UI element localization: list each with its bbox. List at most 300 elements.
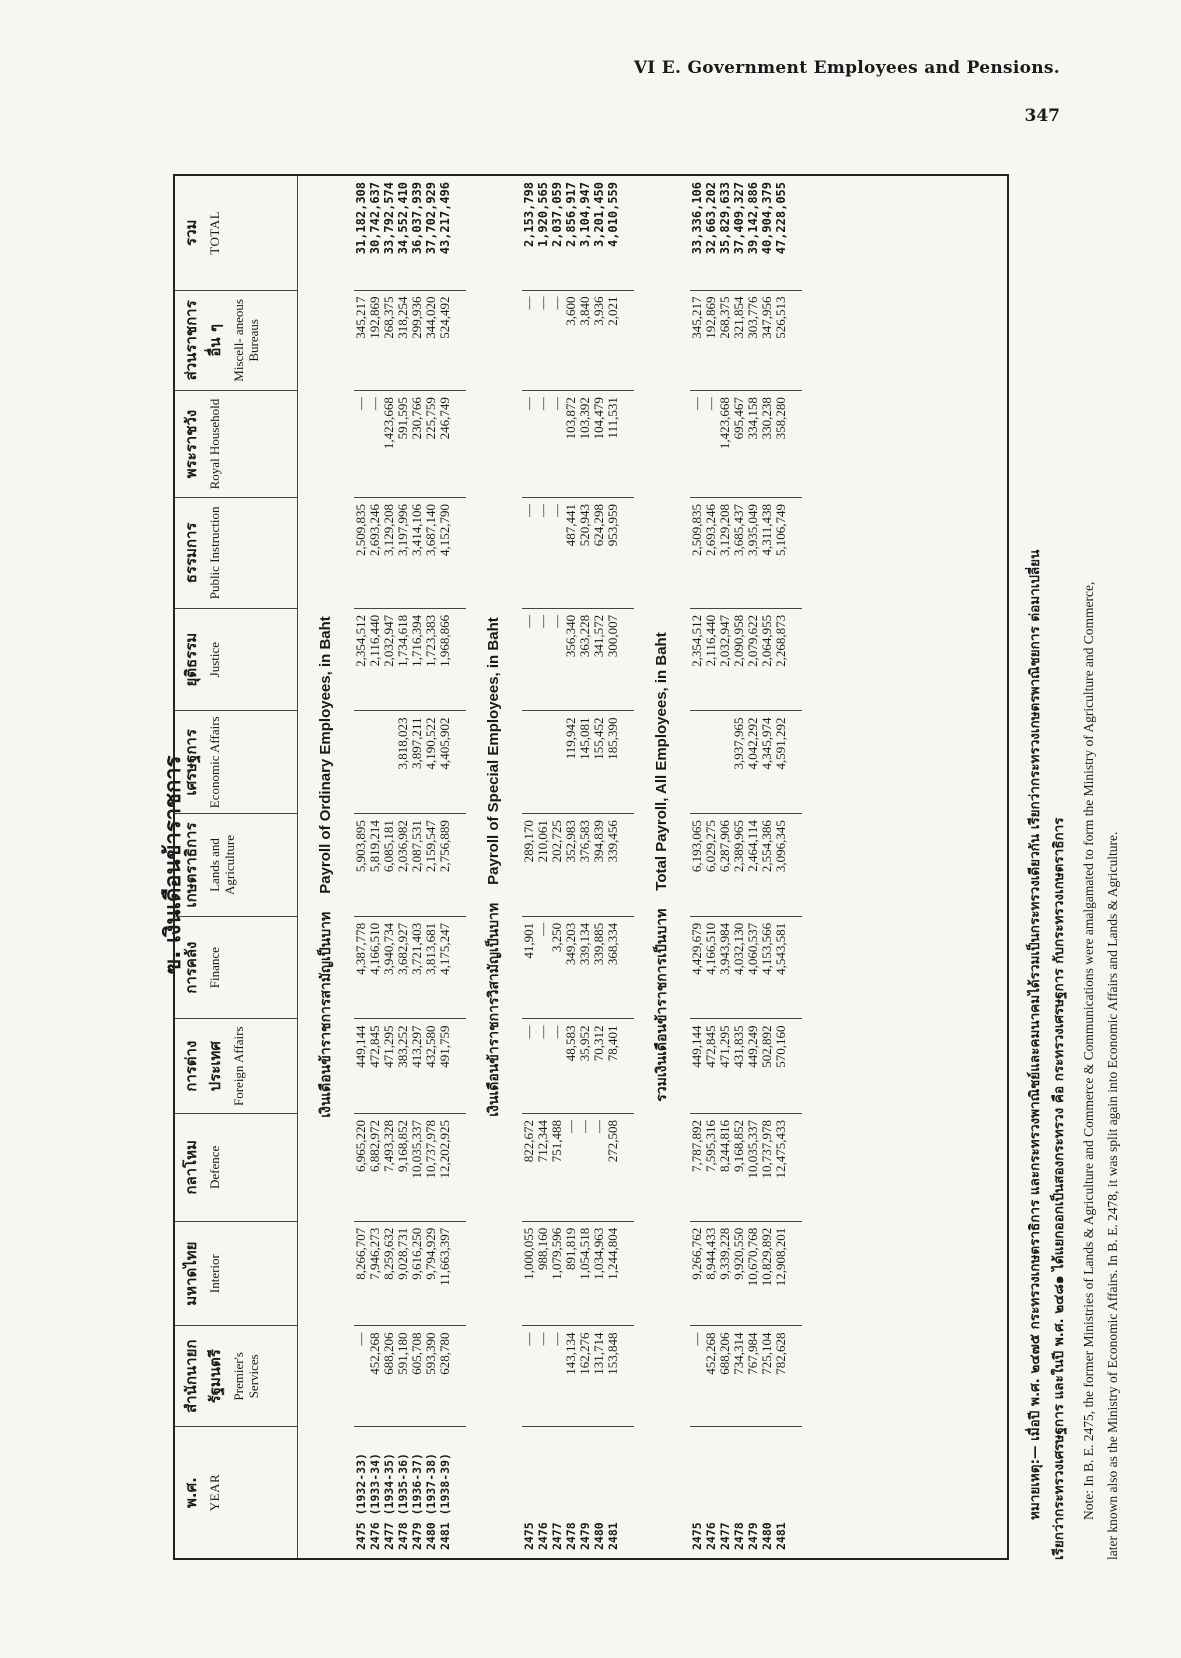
cell-total: 43,217,496 [438,176,452,290]
cell-economic-affairs [354,711,368,814]
cell-year: 2478 [731,1522,746,1550]
spacer-cell [620,711,634,814]
cell-premier: 725,104 [760,1326,774,1427]
cell-economic-affairs [368,711,382,814]
cell-defence: 272,508 [606,1113,620,1221]
cell-interior: 12,908,201 [774,1221,788,1326]
cell-misc-bureaus: 268,375 [382,290,396,391]
table-title: ฃ. เงินเดือนข้าราชการ [161,755,186,975]
section-heading-row [297,176,354,1558]
cell-lands-agriculture: 210,061 [536,814,550,917]
cell-finance: 349,203 [564,916,578,1019]
table-row [522,176,536,1558]
cell-economic-affairs: 119,942 [564,711,578,814]
cell-foreign-affairs: 471,295 [718,1019,732,1113]
cell-defence: 9,168,852 [732,1113,746,1221]
cell-total: 33,792,574 [382,176,396,290]
cell-interior: 11,663,397 [438,1221,452,1326]
cell-public-instruction: — [550,497,564,608]
spacer-cell [452,290,466,391]
cell-total: 36,037,939 [410,176,424,290]
table-row [396,176,410,1558]
cell-public-instruction: 2,509,835 [690,497,704,608]
cell-lands-agriculture: 352,983 [564,814,578,917]
cell-interior: 1,000,055 [522,1221,536,1326]
cell-year: 2477 [717,1522,732,1550]
spacer-cell [788,497,802,608]
table-row [564,176,578,1558]
col-misc-bureaus: ส่วนราชการ อื่น ๆ Miscell- aneous Bureaus [175,290,297,391]
cell-finance: 4,032,130 [732,916,746,1019]
cell-finance: 3,682,927 [396,916,410,1019]
cell-interior: 9,266,762 [690,1221,704,1326]
cell-total: 3,201,450 [592,176,606,290]
cell-lands-agriculture: 2,389,965 [732,814,746,917]
cell-public-instruction: — [522,497,536,608]
cell-royal-household: — [704,391,718,498]
cell-royal-household: 1,423,668 [718,391,732,498]
cell-total: 37,409,327 [732,176,746,290]
table-row [704,176,718,1558]
cell-justice: 1,723,383 [424,608,438,711]
spacer-cell [452,711,466,814]
cell-lands-agriculture: 2,087,531 [410,814,424,917]
cell-public-instruction: 4,311,438 [760,497,774,608]
cell-royal-household: 1,423,668 [382,391,396,498]
cell-public-instruction: 487,441 [564,497,578,608]
cell-year: 2477 (1934-35) [381,1453,396,1550]
spacer-cell [452,497,466,608]
cell-economic-affairs: 4,345,974 [760,711,774,814]
spacer-cell [788,608,802,711]
cell-total: 34,552,410 [396,176,410,290]
cell-justice: 1,716,394 [410,608,424,711]
cell-foreign-affairs: 570,160 [774,1019,788,1113]
cell-misc-bureaus: 526,513 [774,290,788,391]
cell-year: 2475 [521,1522,536,1550]
spacer-cell [620,916,634,1019]
cell-royal-household: 230,766 [410,391,424,498]
cell-justice: 2,032,947 [718,608,732,711]
spacer-cell [788,1427,802,1558]
spacer-cell [452,1221,466,1326]
cell-finance: 4,166,510 [704,916,718,1019]
section-heading [297,176,354,1558]
cell-public-instruction: 4,152,790 [438,497,452,608]
cell-justice: 2,090,958 [732,608,746,711]
section-title-thai: เงินเดือนข้าราชการสามัญเป็นบาท [317,911,334,1118]
cell-year: 2481 [773,1522,788,1550]
cell-foreign-affairs: 383,252 [396,1019,410,1113]
cell-premier: 153,848 [606,1326,620,1427]
cell-total: 2,153,798 [522,176,536,290]
spacer-cell [620,391,634,498]
cell-royal-household: 246,749 [438,391,452,498]
cell-interior: 8,266,707 [354,1221,368,1326]
cell-misc-bureaus: 192,869 [704,290,718,391]
cell-lands-agriculture: 202,725 [550,814,564,917]
cell-misc-bureaus: 3,600 [564,290,578,391]
payroll-table [175,176,802,1558]
cell-misc-bureaus: 345,217 [690,290,704,391]
cell-foreign-affairs: — [550,1019,564,1113]
cell-total: 1,920,565 [536,176,550,290]
cell-economic-affairs [718,711,732,814]
spacer-row [452,176,466,1558]
cell-year: 2477 [549,1522,564,1550]
spacer-cell [452,1113,466,1221]
cell-lands-agriculture: 5,819,214 [368,814,382,917]
cell-foreign-affairs: 449,144 [690,1019,704,1113]
cell-total: 33,336,106 [690,176,704,290]
cell-lands-agriculture: 376,583 [578,814,592,917]
spacer-cell [788,711,802,814]
table-row [746,176,760,1558]
col-premier: สำนักนายก รัฐมนตรี Premier's Services [175,1326,297,1427]
cell-justice: — [550,608,564,711]
cell-finance: 4,387,778 [354,916,368,1019]
cell-interior: 9,616,250 [410,1221,424,1326]
cell-justice: 2,116,440 [704,608,718,711]
cell-defence: 12,475,433 [774,1113,788,1221]
table-row [550,176,564,1558]
cell-defence: 822,672 [522,1113,536,1221]
cell-royal-household: 103,872 [564,391,578,498]
cell-public-instruction: 3,414,106 [410,497,424,608]
cell-premier: 688,206 [382,1326,396,1427]
cell-total: 37,702,929 [424,176,438,290]
cell-defence: — [564,1113,578,1221]
cell-premier: 767,984 [746,1326,760,1427]
cell-premier: — [690,1326,704,1427]
table-row [760,176,774,1558]
cell-royal-household: — [354,391,368,498]
cell-total: 35,829,633 [718,176,732,290]
cell-economic-affairs: 4,042,292 [746,711,760,814]
spacer-cell [620,814,634,917]
cell-lands-agriculture: 394,839 [592,814,606,917]
running-header: VI E. Government Employees and Pensions. [633,58,1060,78]
cell-finance: 3,943,984 [718,916,732,1019]
section-heading [634,176,690,1558]
cell-interior: 1,034,963 [592,1221,606,1326]
table-row [606,176,620,1558]
spacer-row [788,176,802,1558]
cell-economic-affairs: 4,190,522 [424,711,438,814]
cell-justice: 2,032,947 [382,608,396,711]
cell-economic-affairs: 4,591,292 [774,711,788,814]
cell-finance: 4,166,510 [368,916,382,1019]
cell-lands-agriculture: 6,029,275 [704,814,718,917]
spacer-cell [788,814,802,917]
cell-public-instruction: 3,687,140 [424,497,438,608]
cell-year: 2479 [745,1522,760,1550]
cell-finance: 4,153,566 [760,916,774,1019]
cell-defence: 10,035,337 [410,1113,424,1221]
cell-economic-affairs: 185,390 [606,711,620,814]
thai-note-line-1: หมายเหตุ:— เมื่อปี พ.ศ. ๒๔๗๕ กระทรวงเกษตราธิการ และกระทรวงพาณิชย์และคมนาคมได้รวมเป็นกระทรวงเดียวกัน เรียกว่ากระทรวงเกษตรพาณิชยการ ต่อมาเปลี่ยน [1027,549,1043,1520]
cell-interior: 891,819 [564,1221,578,1326]
spacer-cell [452,608,466,711]
table-row [438,176,452,1558]
section-title-thai: รวมเงินเดือนข้าราชการเป็นบาท [653,908,670,1102]
cell-year: 2481 (1938-39) [437,1453,452,1550]
cell-finance: 339,134 [578,916,592,1019]
cell-interior: 10,829,892 [760,1221,774,1326]
cell-public-instruction: 3,129,208 [382,497,396,608]
cell-year: 2480 [759,1522,774,1550]
cell-lands-agriculture: 6,085,181 [382,814,396,917]
cell-misc-bureaus: 303,776 [746,290,760,391]
cell-premier: 452,268 [704,1326,718,1427]
cell-royal-household: — [522,391,536,498]
cell-finance: 368,334 [606,916,620,1019]
cell-foreign-affairs: 472,845 [704,1019,718,1113]
cell-misc-bureaus: 192,869 [368,290,382,391]
spacer-cell [452,1326,466,1427]
cell-year: 2479 (1936-37) [409,1453,424,1550]
cell-finance: 339,885 [592,916,606,1019]
cell-lands-agriculture: 6,193,065 [690,814,704,917]
cell-premier: 688,206 [718,1326,732,1427]
cell-year: 2481 [605,1522,620,1550]
cell-misc-bureaus: — [522,290,536,391]
table-row [354,176,368,1558]
cell-justice: 300,007 [606,608,620,711]
cell-public-instruction: 624,298 [592,497,606,608]
cell-public-instruction: 953,959 [606,497,620,608]
cell-lands-agriculture: 2,756,889 [438,814,452,917]
table-row [410,176,424,1558]
cell-public-instruction: 3,129,208 [718,497,732,608]
section-title-english: Payroll of Ordinary Employees, in Baht [316,616,334,894]
col-economic-affairs: เศรษฐการ Economic Affairs [175,711,297,814]
cell-total: 47,228,055 [774,176,788,290]
cell-misc-bureaus: 524,492 [438,290,452,391]
cell-finance: 4,060,537 [746,916,760,1019]
table-row [368,176,382,1558]
cell-foreign-affairs: 48,583 [564,1019,578,1113]
cell-premier: 782,628 [774,1326,788,1427]
cell-total: 40,904,379 [760,176,774,290]
cell-royal-household: — [368,391,382,498]
spacer-cell [620,1019,634,1113]
cell-interior: 1,079,596 [550,1221,564,1326]
cell-finance: 3,813,681 [424,916,438,1019]
cell-interior: 1,054,518 [578,1221,592,1326]
cell-interior: 9,794,929 [424,1221,438,1326]
cell-justice: 2,116,440 [368,608,382,711]
cell-foreign-affairs: 78,401 [606,1019,620,1113]
cell-premier: 591,180 [396,1326,410,1427]
header-row [175,176,297,1558]
cell-misc-bureaus: 299,936 [410,290,424,391]
cell-justice: 2,268,873 [774,608,788,711]
cell-foreign-affairs: — [536,1019,550,1113]
spacer-cell [788,290,802,391]
cell-finance: 4,175,247 [438,916,452,1019]
cell-misc-bureaus: — [550,290,564,391]
table-row [718,176,732,1558]
cell-foreign-affairs: 449,249 [746,1019,760,1113]
cell-premier: 143,134 [564,1326,578,1427]
cell-justice: 1,968,866 [438,608,452,711]
section-title-english: Payroll of Special Employees, in Baht [484,617,502,885]
payroll-table-frame [173,174,1009,1560]
cell-misc-bureaus: 3,936 [592,290,606,391]
cell-public-instruction: 2,693,246 [704,497,718,608]
spacer-cell [788,1326,802,1427]
cell-defence: 10,035,337 [746,1113,760,1221]
col-finance: การคลัง Finance [175,916,297,1019]
cell-premier: — [354,1326,368,1427]
cell-misc-bureaus: — [536,290,550,391]
cell-misc-bureaus: 345,217 [354,290,368,391]
cell-royal-household: 358,280 [774,391,788,498]
cell-interior: 9,339,228 [718,1221,732,1326]
spacer-cell [788,1113,802,1221]
cell-foreign-affairs: 70,312 [592,1019,606,1113]
cell-premier: — [522,1326,536,1427]
cell-economic-affairs [536,711,550,814]
cell-total: 32,663,202 [704,176,718,290]
cell-premier: — [536,1326,550,1427]
cell-defence: 8,244,816 [718,1113,732,1221]
cell-year: 2476 [703,1522,718,1550]
cell-finance: 41,901 [522,916,536,1019]
cell-premier: 628,780 [438,1326,452,1427]
cell-total: 2,856,917 [564,176,578,290]
cell-economic-affairs: 3,897,211 [410,711,424,814]
spacer-cell [620,1221,634,1326]
cell-foreign-affairs: 431,835 [732,1019,746,1113]
cell-defence: 7,595,316 [704,1113,718,1221]
cell-economic-affairs: 155,452 [592,711,606,814]
cell-interior: 8,259,632 [382,1221,396,1326]
cell-misc-bureaus: 2,021 [606,290,620,391]
spacer-cell [620,497,634,608]
spacer-cell [620,1427,634,1558]
cell-justice: 363,228 [578,608,592,711]
cell-misc-bureaus: 318,254 [396,290,410,391]
cell-defence: 9,168,852 [396,1113,410,1221]
col-interior: มหาดไทย Interior [175,1221,297,1326]
table-row [732,176,746,1558]
cell-justice: 2,079,622 [746,608,760,711]
notes-block [1023,174,1125,1560]
cell-total: 30,742,637 [368,176,382,290]
cell-royal-household: 225,759 [424,391,438,498]
cell-defence: — [578,1113,592,1221]
col-foreign-affairs: การต่าง ประเทศ Foreign Affairs [175,1019,297,1113]
english-note [1077,174,1125,1560]
cell-premier: 734,314 [732,1326,746,1427]
cell-royal-household: — [690,391,704,498]
cell-lands-agriculture: 2,159,547 [424,814,438,917]
cell-justice: 2,064,955 [760,608,774,711]
table-row [690,176,704,1558]
cell-justice: 356,340 [564,608,578,711]
table-row [774,176,788,1558]
spacer-cell [788,176,802,290]
cell-public-instruction: 2,693,246 [368,497,382,608]
cell-defence: 10,737,978 [760,1113,774,1221]
cell-interior: 8,944,433 [704,1221,718,1326]
cell-premier: 593,390 [424,1326,438,1427]
cell-economic-affairs [522,711,536,814]
cell-finance: — [536,916,550,1019]
cell-foreign-affairs: 491,759 [438,1019,452,1113]
cell-foreign-affairs: 502,892 [760,1019,774,1113]
cell-year: 2475 [689,1522,704,1550]
english-note-line-1: Note: In B. E. 2475, the former Ministries of Lands & Agriculture and Commerce & Communications were amalgamated to form the Ministry of Agriculture and Commerce, [1081,581,1096,1520]
cell-lands-agriculture: 339,456 [606,814,620,917]
cell-premier: 605,708 [410,1326,424,1427]
cell-total: 39,142,886 [746,176,760,290]
cell-defence: 10,737,978 [424,1113,438,1221]
table-row [578,176,592,1558]
cell-public-instruction: 3,935,049 [746,497,760,608]
cell-year: 2478 [563,1522,578,1550]
page-number: 347 [1024,106,1060,126]
cell-misc-bureaus: 344,020 [424,290,438,391]
section-heading-row [634,176,690,1558]
cell-foreign-affairs: 413,297 [410,1019,424,1113]
cell-royal-household: 330,238 [760,391,774,498]
cell-economic-affairs: 4,405,902 [438,711,452,814]
cell-royal-household: 103,392 [578,391,592,498]
cell-misc-bureaus: 3,840 [578,290,592,391]
cell-total: 4,010,559 [606,176,620,290]
cell-defence: 6,882,972 [368,1113,382,1221]
cell-finance: 3,250 [550,916,564,1019]
cell-premier: 162,276 [578,1326,592,1427]
cell-lands-agriculture: 2,554,386 [760,814,774,917]
spacer-cell [620,608,634,711]
cell-public-instruction: 3,197,996 [396,497,410,608]
spacer-cell [788,1221,802,1326]
cell-misc-bureaus: 347,956 [760,290,774,391]
table-row [592,176,606,1558]
cell-public-instruction: 2,509,835 [354,497,368,608]
thai-note-line-2: เรียกว่ากระทรวงเศรษฐการ และในปี พ.ศ. ๒๔๘๑ ได้แยกออกเป็นสองกระทรวง คือ กระทรวงเศรษฐการ กับกระทรวงเกษตราธิการ [1051,817,1067,1560]
section-title-thai: เงินเดือนข้าราชการวิสามัญเป็นบาท [485,902,502,1117]
cell-royal-household: 111,531 [606,391,620,498]
spacer-cell [452,814,466,917]
cell-premier: — [550,1326,564,1427]
col-defence: กลาโหม Defence [175,1113,297,1221]
cell-defence: — [592,1113,606,1221]
spacer-cell [620,290,634,391]
cell-year: 2480 [591,1522,606,1550]
cell-public-instruction: 520,943 [578,497,592,608]
cell-finance: 3,940,734 [382,916,396,1019]
cell-lands-agriculture: 2,464,114 [746,814,760,917]
cell-justice: 2,354,512 [690,608,704,711]
cell-lands-agriculture: 6,287,906 [718,814,732,917]
cell-royal-household: — [550,391,564,498]
table-row [424,176,438,1558]
cell-defence: 12,202,925 [438,1113,452,1221]
cell-foreign-affairs: 35,952 [578,1019,592,1113]
cell-premier: 452,268 [368,1326,382,1427]
cell-total: 3,104,947 [578,176,592,290]
cell-interior: 988,160 [536,1221,550,1326]
cell-interior: 7,946,273 [368,1221,382,1326]
cell-royal-household: 334,158 [746,391,760,498]
cell-total: 2,037,059 [550,176,564,290]
spacer-cell [452,1427,466,1558]
